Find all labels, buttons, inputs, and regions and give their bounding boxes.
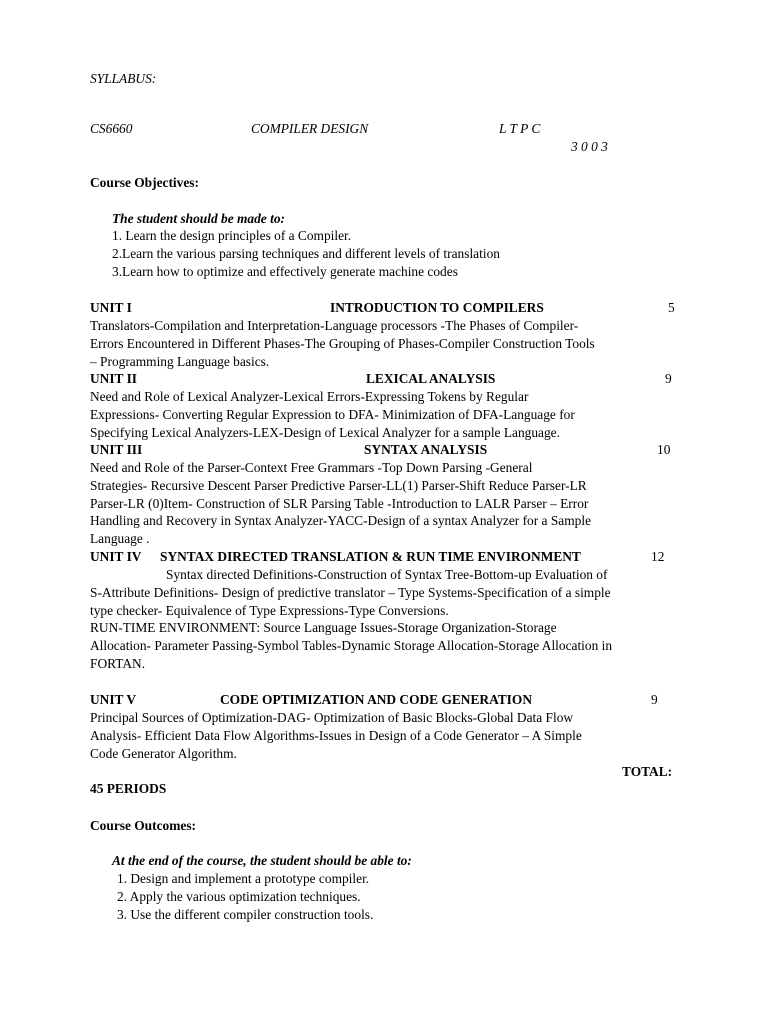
unit-label: UNIT III xyxy=(90,442,143,457)
unit-title: CODE OPTIMIZATION AND CODE GENERATION xyxy=(220,692,532,707)
unit-line: type checker- Equivalence of Type Expressions-Type Conversions. xyxy=(90,602,449,618)
unit-line: FORTAN. xyxy=(90,655,146,671)
unit-line: – Programming Language basics. xyxy=(90,353,270,369)
unit-line: Language . xyxy=(90,531,150,547)
unit-line: Syntax directed Definitions-Construction of Syntax Tree-Bottom-up Evaluation of xyxy=(166,567,608,582)
unit-line: Analysis- Efficient Data Flow Algorithms-Issues in Design of a Code Generator – A Simple xyxy=(90,727,582,743)
ltpc-label: L T P C xyxy=(499,121,541,136)
unit-3-content xyxy=(90,459,680,548)
ltpc-values: 3 0 0 3 xyxy=(571,139,608,154)
unit-label: UNIT V xyxy=(90,692,137,707)
unit-line: Expressions- Converting Regular Expression to DFA- Minimization of DFA-Language for xyxy=(90,406,575,422)
unit-2-content xyxy=(90,388,680,441)
unit-line: Code Generator Algorithm. xyxy=(90,745,237,761)
total-periods: 45 PERIODS xyxy=(90,781,167,796)
objectives-heading: Course Objectives: xyxy=(90,175,199,190)
objective-item: 3.Learn how to optimize and effectively generate machine codes xyxy=(112,264,458,279)
unit-hours: 10 xyxy=(657,442,671,457)
unit-hours: 5 xyxy=(668,300,675,315)
unit-label: UNIT II xyxy=(90,371,138,386)
objectives-intro: The student should be made to: xyxy=(112,211,285,226)
course-title: COMPILER DESIGN xyxy=(251,121,369,136)
unit-label: UNIT I xyxy=(90,300,132,315)
unit-2-header xyxy=(90,370,680,388)
unit-line: Allocation- Parameter Passing-Symbol Tables-Dynamic Storage Allocation-Storage Allocation in xyxy=(90,638,613,654)
outcomes-heading: Course Outcomes: xyxy=(90,818,196,833)
unit-1-header xyxy=(90,299,680,317)
unit-line: Need and Role of Lexical Analyzer-Lexical Errors-Expressing Tokens by Regular xyxy=(90,389,529,404)
syllabus-label: SYLLABUS: xyxy=(90,71,157,86)
unit-5-header xyxy=(90,691,680,709)
outcome-item: 1. Design and implement a prototype compiler. xyxy=(117,871,370,886)
unit-line: RUN-TIME ENVIRONMENT: Source Language Issues-Storage Organization-Storage xyxy=(90,620,557,636)
unit-1-content xyxy=(90,317,680,370)
unit-title: INTRODUCTION TO COMPILERS xyxy=(330,300,544,315)
unit-line: Need and Role of the Parser-Context Free Grammars -Top Down Parsing -General xyxy=(90,460,533,475)
unit-title: SYNTAX ANALYSIS xyxy=(364,442,488,457)
unit-3-header xyxy=(90,441,680,459)
unit-hours: 9 xyxy=(651,692,658,707)
unit-line: Specifying Lexical Analyzers-LEX-Design of Lexical Analyzer for a sample Language. xyxy=(90,424,560,440)
unit-line: S-Attribute Definitions- Design of predictive translator – Type Systems-Specification of a simple xyxy=(90,584,611,600)
objective-item: 1. Learn the design principles of a Compiler. xyxy=(112,228,352,243)
objective-item: 2.Learn the various parsing techniques and different levels of translation xyxy=(112,246,500,261)
unit-line: Strategies- Recursive Descent Parser Predictive Parser-LL(1) Parser-Shift Reduce Parser-LR xyxy=(90,477,587,493)
unit-title: LEXICAL ANALYSIS xyxy=(366,371,496,386)
unit-line: Handling and Recovery in Syntax Analyzer-YACC-Design of a syntax Analyzer for a Sample xyxy=(90,513,592,529)
outcomes-intro: At the end of the course, the student should be able to: xyxy=(112,853,412,868)
outcome-item: 2. Apply the various optimization techniques. xyxy=(117,889,361,904)
outcomes-list xyxy=(117,870,373,924)
unit-hours: 9 xyxy=(665,371,672,386)
unit-4-header xyxy=(90,548,680,566)
unit-label: UNIT IV xyxy=(90,549,142,564)
unit-line: Parser-LR (0)Item- Construction of SLR Parsing Table -Introduction to LALR Parser – Error xyxy=(90,495,589,511)
unit-hours: 12 xyxy=(651,549,665,564)
objectives-list xyxy=(112,227,500,281)
unit-5-content xyxy=(90,709,680,762)
unit-title: SYNTAX DIRECTED TRANSLATION & RUN TIME ENVIRONMENT xyxy=(160,549,581,564)
unit-line: Principal Sources of Optimization-DAG- Optimization of Basic Blocks-Global Data Flow xyxy=(90,710,574,725)
unit-4-content xyxy=(90,566,680,673)
unit-line: Translators-Compilation and Interpretation-Language processors -The Phases of Compiler- xyxy=(90,318,579,333)
course-code: CS6660 xyxy=(90,121,133,136)
unit-line: Errors Encountered in Different Phases-The Grouping of Phases-Compiler Construction Tools xyxy=(90,335,595,351)
total-label: TOTAL: xyxy=(622,764,673,779)
outcome-item: 3. Use the different compiler construction tools. xyxy=(117,907,374,922)
